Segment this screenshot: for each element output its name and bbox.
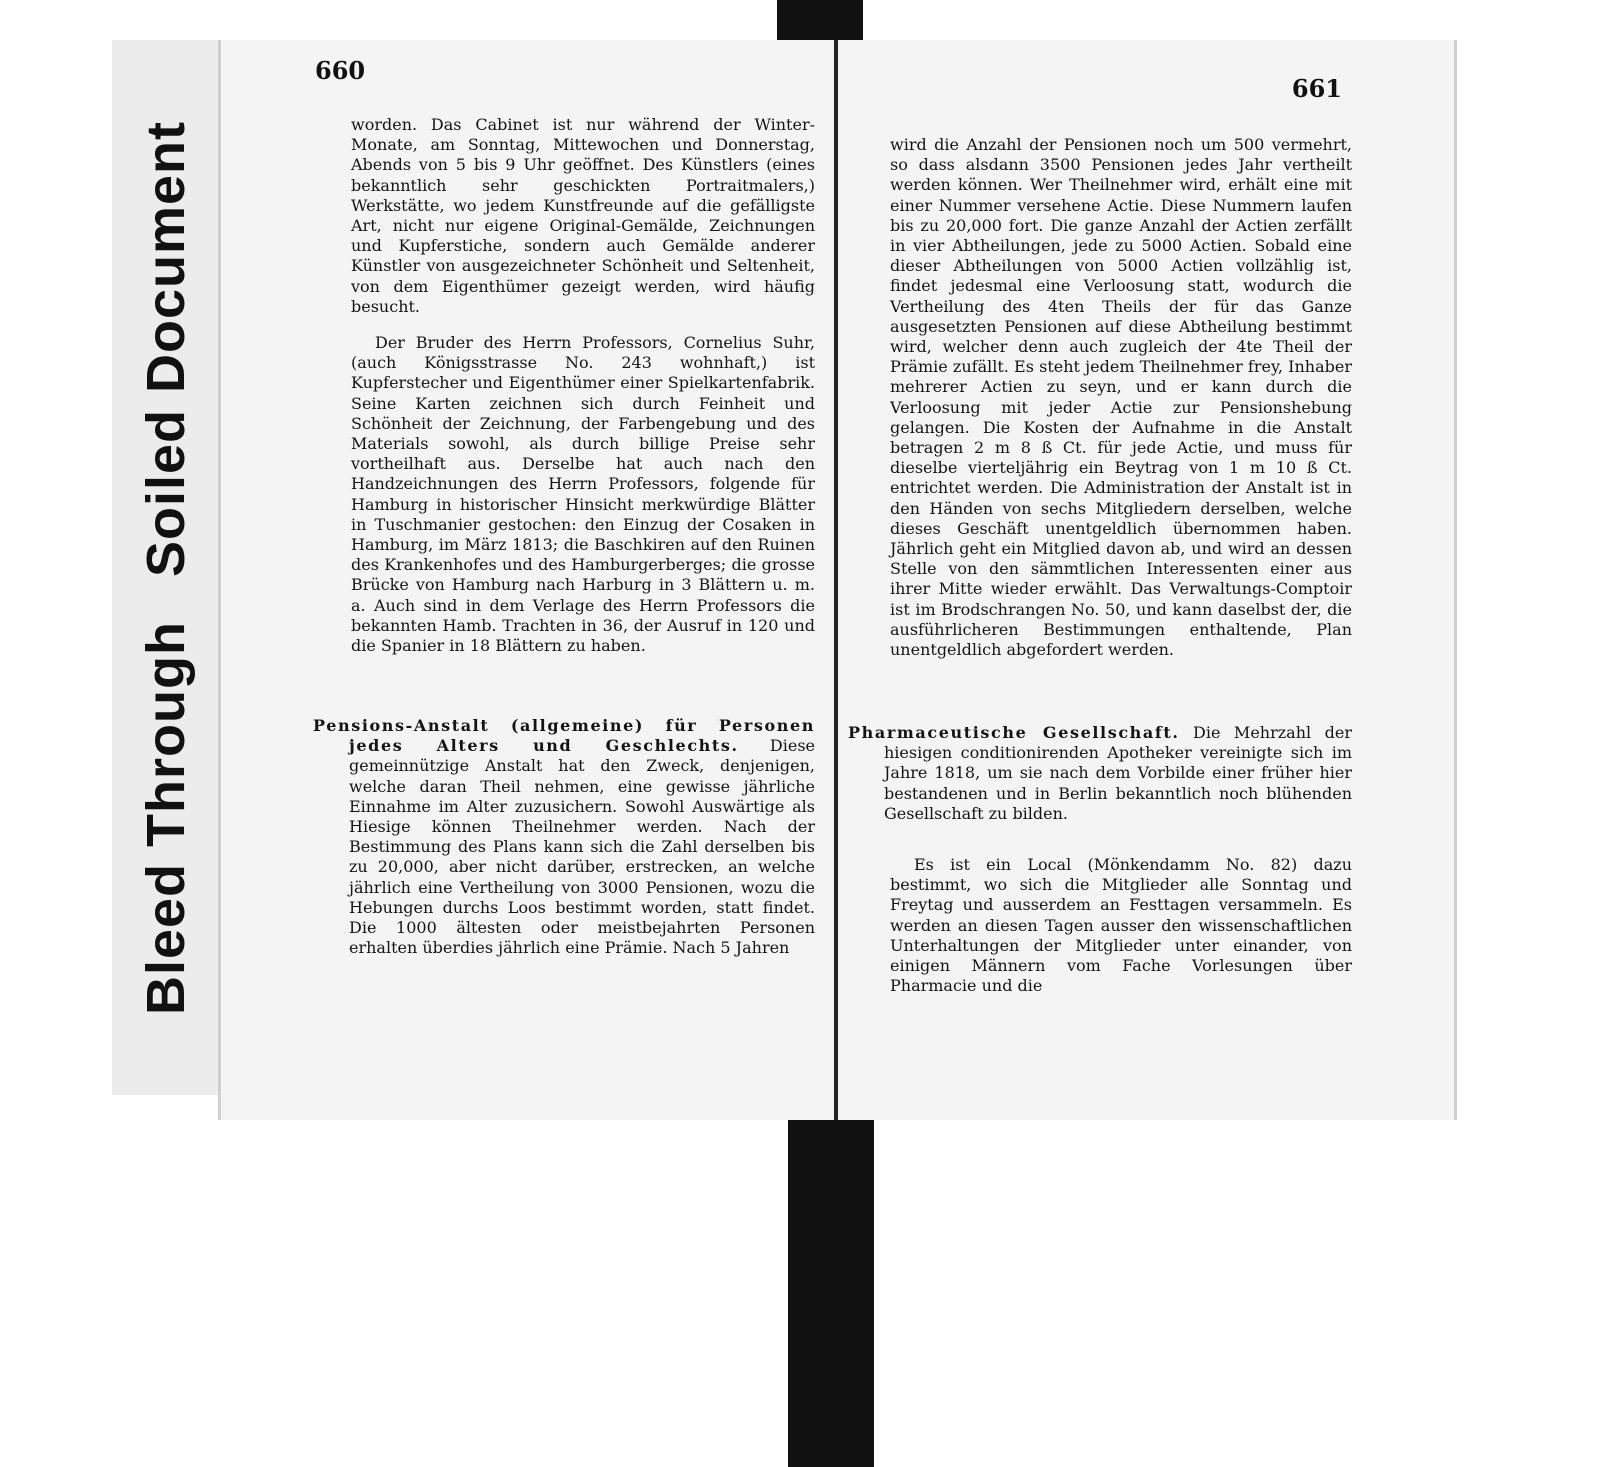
right-col-block-3	[890, 855, 1352, 996]
page-number-right: 661	[1291, 74, 1342, 103]
right-page	[838, 40, 1457, 1120]
left-col-block-1	[351, 115, 815, 317]
left-col-block-3	[315, 716, 815, 958]
left-paragraph-2: Der Bruder des Herrn Professors, Cornelius Suhr, (auch Königsstrasse No. 243 wohnhaft,) ist Kupferstecher und Eigenthümer einer Spielkartenfabrik. Seine Karten zeichnen sich durch Feinheit und Schönheit der Zeichnung, der Farbengebung und des Materials sowohl, als durch billige Preise sehr vortheilhaft aus. Derselbe hat auch nach den Handzeichnungen des Herrn Professors, folgende für Hamburg in historischer Hinsicht merkwürdige Blätter in Tuschmanier gestochen: den Einzug der Cosaken in Hamburg, im März 1813; die Baschkiren auf den Ruinen des Krankenhofes und des Hamburgerberges; die grosse Brücke von Hamburg nach Harburg in 3 Blättern u. m. a. Auch sind in dem Verlage des Herrn Professors die bekannten Hamb. Trachten in 36, der Ausruf in 120 und die Spanier in 18 Blättern zu haben.	[351, 333, 815, 656]
gutter-top-bar	[777, 0, 863, 40]
left-page	[218, 40, 839, 1120]
stamp-word-1: Bleed Through	[136, 620, 196, 1015]
right-paragraph-1: wird die Anzahl der Pensionen noch um 500 vermehrt, so dass alsdann 3500 Pensionen jedes Jahr vertheilt werden können. Wer Theilnehmer wird, erhält eine mit einer Nummer versehene Actie. Diese Nummern laufen bis zu 20,000 fort. Die ganze Anzahl der Actien zerfällt in vier Abtheilungen, jede zu 5000 Actien. Sobald eine dieser Abtheilungen von 5000 Actien vollzählig ist, findet jedesmal eine Verloosung statt, wodurch die Vertheilung des 4ten Theils der für das Ganze ausgesetzten Pensionen auf diese Abtheilung bestimmt wird, welcher denn auch zugleich der 4te Theil der Prämie zufällt. Es steht jedem Theilnehmer frey, Inhaber mehrerer Actien zu seyn, und er kann durch die Verloosung mit jeder Actie zur Pensionshebung gelangen. Die Kosten der Aufnahme in die Anstalt betragen 2 m 8 ß Ct. für jede Actie, und muss für dieselbe vierteljährig ein Beytrag von 1 m 10 ß Ct. entrichtet werden. Die Administration der Anstalt ist in den Händen von sechs Mitgliedern derselben, welche dieses Geschäft unentgeldlich übernommen haben. Jährlich geht ein Mitglied davon ab, und wird an dessen Stelle von den sämmtlichen Interessenten einer aus ihrer Mitte wieder erwählt. Das Verwaltungs-Comptoir ist im Brodschrangen No. 50, und kann daselbst der, die ausführlicheren Bestimmungen enthaltende, Plan unentgeldlich abgefordert werden.	[890, 135, 1352, 660]
left-paragraph-3	[315, 716, 815, 958]
right-col-block-1	[890, 135, 1352, 660]
bleed-through-stamp	[112, 40, 222, 1095]
gutter-bottom-bar	[788, 1120, 874, 1467]
left-col-block-2	[351, 333, 815, 656]
right-paragraph-3: Es ist ein Local (Mönkendamm No. 82) dazu bestimmt, wo sich die Mitglieder alle Sonntag und Freytag und ausserdem an Festtagen versammeln. Es werden an diesen Tagen ausser den wissenschaftlichen Unterhaltungen der Mitglieder unter einander, von einigen Männern vom Fache Vorlesungen über Pharmacie und die	[890, 855, 1352, 996]
stamp-word-2: Soiled Document	[136, 120, 196, 577]
stamp-text	[135, 98, 197, 1036]
left-paragraph-1: worden. Das Cabinet ist nur während der Winter-Monate, am Sonntag, Mittewochen und Donnerstag, Abends von 5 bis 9 Uhr geöffnet. Des Künstlers (eines bekanntlich sehr geschickten Portraitmalers,) Werkstätte, wo jedem Kunstfreunde auf die gefälligste Art, nicht nur eigene Original-Gemälde, Zeichnungen und Kupferstiche, sondern auch Gemälde anderer Künstler von ausgezeichneter Schönheit und Seltenheit, von dem Eigenthümer gezeigt werden, wird häufig besucht.	[351, 115, 815, 316]
right-col-block-2	[850, 723, 1352, 824]
pensions-body: Diese gemeinnützige Anstalt hat den Zweck, denjenigen, welche daran Theil nehmen, eine gewisse jährliche Einnahme im Alter zuzusichern. Sowohl Auswärtige als Hiesige können Theilnehmer werden. Nach der Bestimmung des Plans kann sich die Zahl derselben bis zu 20,000, aber nicht darüber, erstrecken, an welche jährlich eine Vertheilung von 3000 Pensionen, wozu die Hebungen durchs Loos bestimmt worden, statt findet. Die 1000 ältesten oder meistbejahrten Personen erhalten überdies jährlich eine Prämie. Nach 5 Jahren	[349, 736, 815, 958]
pharmacy-body: Die Mehrzahl der hiesigen conditionirenden Apotheker vereinigte sich im Jahre 1818, um sie nach dem Vorbilde einer früher hier bestandenen und in Berlin bekanntlich noch blühenden Gesellschaft zu bilden.	[884, 723, 1352, 823]
pharmacy-heading: Pharmaceutische Gesellschaft.	[848, 723, 1180, 742]
right-paragraph-2	[850, 723, 1352, 824]
page-number-left: 660	[315, 56, 366, 85]
pensions-heading: Pensions-Anstalt (allgemeine) für Personen jedes Alters und Geschlechts.	[313, 716, 815, 756]
